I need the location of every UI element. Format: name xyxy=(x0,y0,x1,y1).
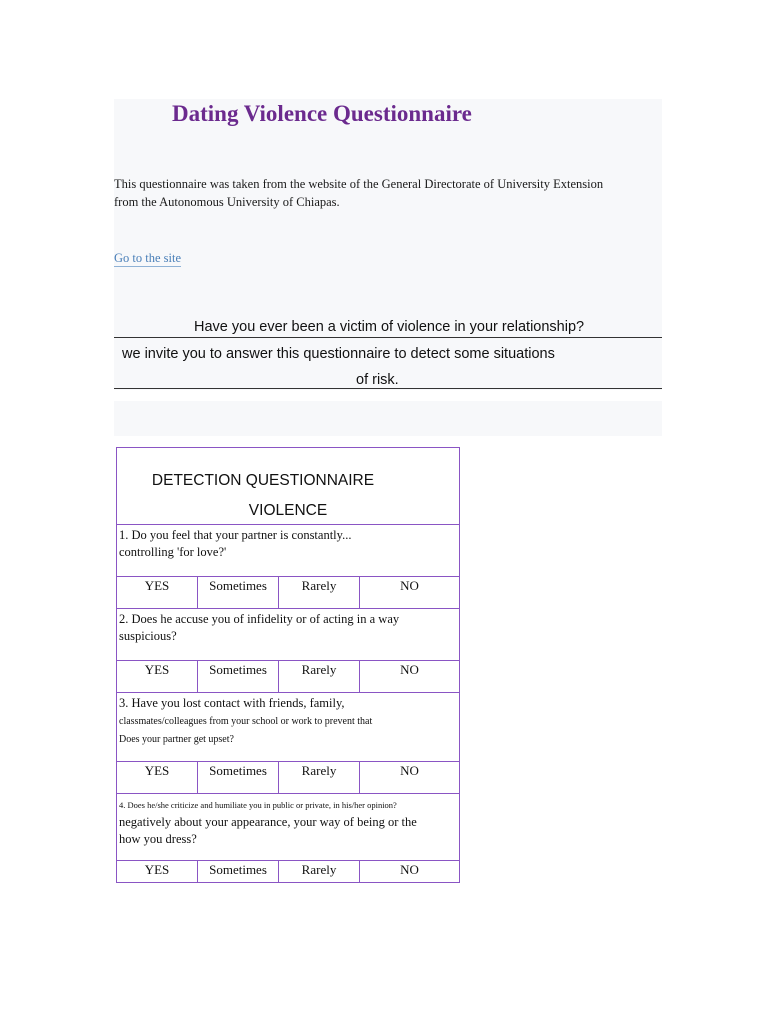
questionnaire-title-line-2: VIOLENCE xyxy=(248,502,328,519)
answer-yes[interactable]: YES xyxy=(117,861,198,883)
rule-2 xyxy=(114,388,662,389)
invite-line-1: we invite you to answer this questionnaire to detect some situations xyxy=(122,346,555,362)
answer-sometimes[interactable]: Sometimes xyxy=(198,762,279,794)
questionnaire-header xyxy=(117,448,460,525)
rule-1 xyxy=(114,337,662,338)
answer-no[interactable]: NO xyxy=(360,577,460,609)
answer-sometimes[interactable]: Sometimes xyxy=(198,577,279,609)
questionnaire-title-line-1: DETECTION QUESTIONNAIRE xyxy=(151,472,375,489)
intro-text xyxy=(114,175,654,211)
question-1-line-2: controlling 'for love?' xyxy=(119,545,227,559)
invite-question: Have you ever been a victim of violence in your relationship? xyxy=(194,319,585,335)
question-1-line-1: 1. Do you feel that your partner is constantly... xyxy=(119,528,352,542)
question-1 xyxy=(117,525,460,577)
answer-rarely[interactable]: Rarely xyxy=(279,661,360,693)
intro-line-1: This questionnaire was taken from the website of the General Directorate of University Extension xyxy=(114,177,604,191)
question-4 xyxy=(117,794,460,861)
go-to-site-link[interactable]: Go to the site xyxy=(114,251,182,265)
answer-yes[interactable]: YES xyxy=(117,661,198,693)
question-2-line-1: 2. Does he accuse you of infidelity or of acting in a way xyxy=(119,612,400,626)
answer-sometimes[interactable]: Sometimes xyxy=(198,661,279,693)
divider-gap xyxy=(114,390,662,401)
question-3-line-3: Does your partner get upset? xyxy=(119,734,234,745)
question-4-line-3: how you dress? xyxy=(119,832,197,846)
answer-sometimes[interactable]: Sometimes xyxy=(198,861,279,883)
page-title: Dating Violence Questionnaire xyxy=(172,101,472,126)
question-3-line-2: classmates/colleagues from your school or work to prevent that xyxy=(119,716,373,727)
question-3-line-1: 3. Have you lost contact with friends, family, xyxy=(119,696,345,710)
answer-yes[interactable]: YES xyxy=(117,762,198,794)
question-4-line-2: negatively about your appearance, your way of being or the xyxy=(119,815,417,829)
answer-rarely[interactable]: Rarely xyxy=(279,762,360,794)
answer-no[interactable]: NO xyxy=(360,661,460,693)
invite-line-2: of risk. xyxy=(356,372,399,388)
answer-rarely[interactable]: Rarely xyxy=(279,861,360,883)
question-4-line-1: 4. Does he/she criticize and humiliate you in public or private, in his/her opinion? xyxy=(119,800,397,810)
question-2 xyxy=(117,609,460,661)
answer-rarely[interactable]: Rarely xyxy=(279,577,360,609)
questionnaire-table xyxy=(116,447,460,883)
intro-line-2: from the Autonomous University of Chiapas. xyxy=(114,195,340,209)
question-3 xyxy=(117,693,460,762)
answer-yes[interactable]: YES xyxy=(117,577,198,609)
answer-no[interactable]: NO xyxy=(360,762,460,794)
question-2-line-2: suspicious? xyxy=(119,629,177,643)
answer-no[interactable]: NO xyxy=(360,861,460,883)
